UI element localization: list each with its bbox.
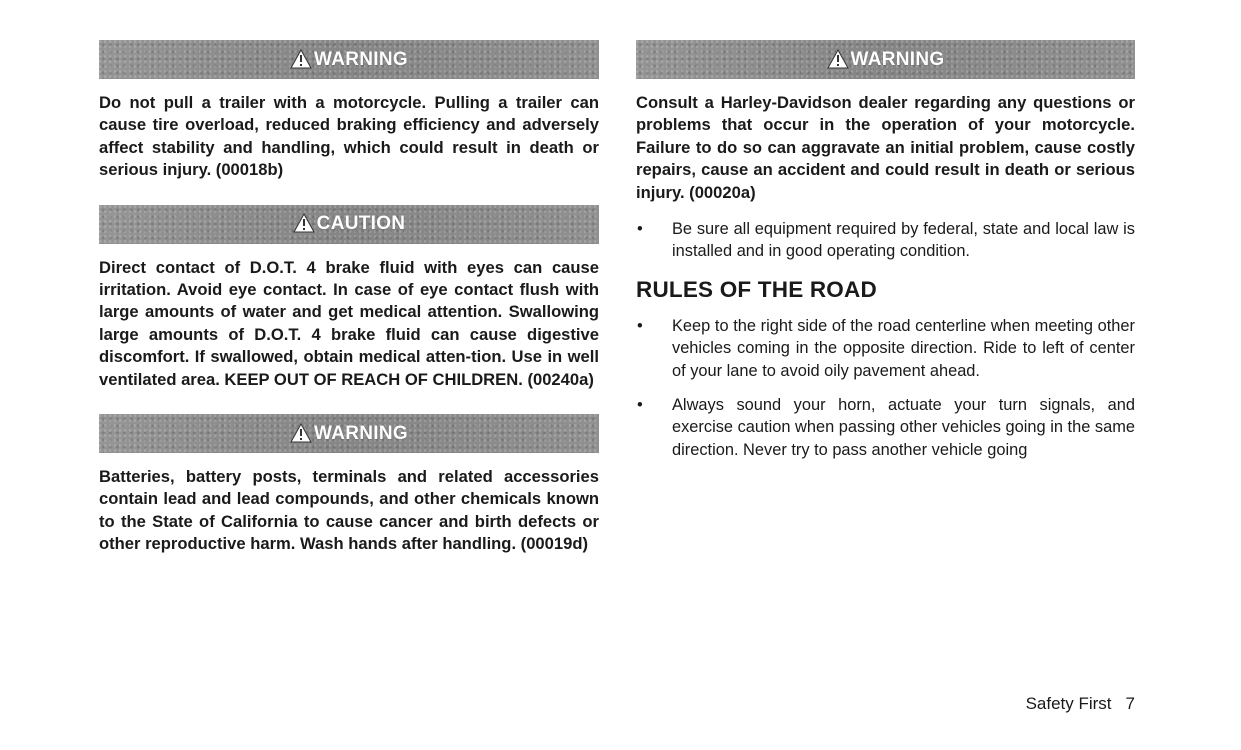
bullet-dot: • bbox=[637, 396, 643, 415]
caution-banner-label: CAUTION bbox=[316, 213, 406, 235]
left-column bbox=[99, 40, 599, 556]
warning-triangle-icon bbox=[290, 423, 312, 443]
list-item bbox=[636, 394, 1135, 461]
footer-section-title: Safety First bbox=[1025, 694, 1112, 713]
equipment-bullet-list bbox=[636, 218, 1135, 263]
list-item bbox=[636, 315, 1135, 382]
right-column bbox=[636, 40, 1135, 473]
bullet-dot: • bbox=[637, 316, 643, 335]
bullet-dot: • bbox=[637, 220, 643, 239]
warning-triangle-icon bbox=[293, 213, 315, 233]
caution-text-brake-fluid: Direct contact of D.O.T. 4 brake fluid with eyes can cause irritation. Avoid eye contact. In case of eye contact flush with large amounts of water and get medical attention. Swallowing large amounts of D.O.T. 4 brake fluid can cause digestive discomfort. If swallowed, obtain medical atten-tion. Use in well ventilated area. KEEP OUT OF REACH OF CHILDREN. (00240a) bbox=[99, 257, 599, 389]
warning-triangle-icon bbox=[290, 49, 312, 69]
list-item bbox=[636, 218, 1135, 263]
warning-triangle-icon bbox=[827, 49, 849, 69]
bullet-text: Always sound your horn, actuate your turn signals, and exercise caution when passing other vehicles going in the same direction. Never try to pass another vehicle going bbox=[672, 396, 1135, 459]
warning-text-trailer: Do not pull a trailer with a motorcycle. Pulling a trailer can cause tire overload, reduced braking efficiency and adversely affect stability and handling, which could result in death or serious injury. (00018b) bbox=[99, 93, 599, 180]
rules-bullet-list bbox=[636, 315, 1135, 461]
warning-banner-2 bbox=[99, 414, 599, 453]
warning-banner-1 bbox=[99, 40, 599, 79]
warning-text-dealer: Consult a Harley-Davidson dealer regarding any questions or problems that occur in the operation of your motorcycle. Failure to do so can aggravate an initial problem, cause costly repairs, cause an accident and could result in death or serious injury. (00020a) bbox=[636, 93, 1135, 202]
warning-banner-3 bbox=[636, 40, 1135, 79]
page-number: 7 bbox=[1125, 694, 1135, 713]
warning-banner-label: WARNING bbox=[850, 48, 945, 70]
bullet-text: Keep to the right side of the road centerline when meeting other vehicles coming in the opposite direction. Ride to left of center of your lane to avoid oily pavement ahead. bbox=[672, 316, 1135, 380]
warning-banner-label: WARNING bbox=[314, 422, 408, 444]
bullet-text: Be sure all equipment required by federal, state and local law is installed and in good operating condition. bbox=[672, 220, 1135, 261]
warning-text-batteries: Batteries, battery posts, terminals and related accessories contain lead and lead compounds, and other chemicals known to the State of California to cause cancer and birth defects or other reproductive harm. Wash hands after handling. (00019d) bbox=[99, 467, 599, 554]
warning-banner-label: WARNING bbox=[314, 48, 408, 70]
caution-banner bbox=[99, 205, 599, 244]
page-footer bbox=[1026, 694, 1135, 714]
section-heading: RULES OF THE ROAD bbox=[636, 276, 877, 302]
